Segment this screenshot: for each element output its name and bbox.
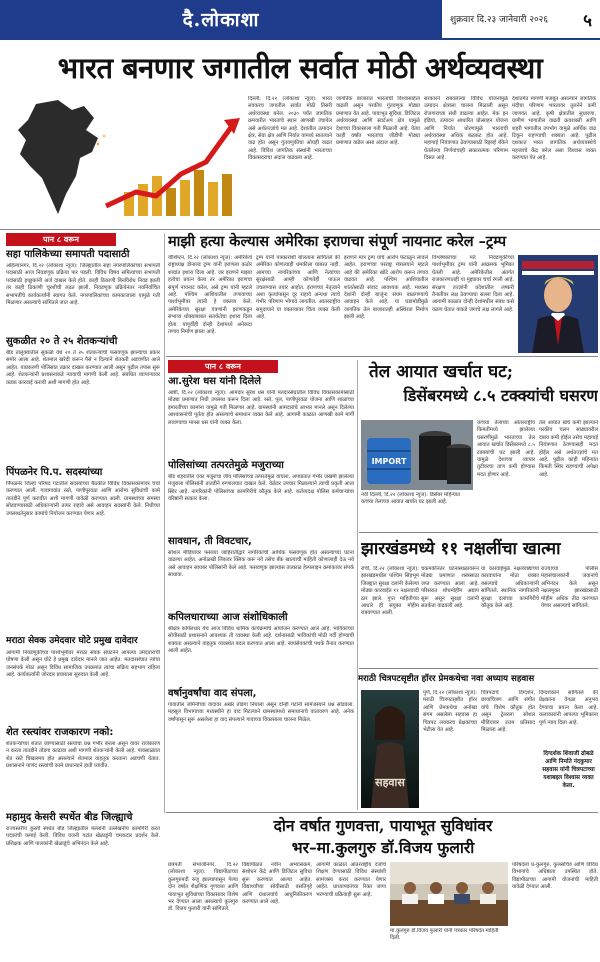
suresh-story-subhead-3: कपिलधाराच्या आज संशोधिकाली	[168, 612, 288, 623]
divider	[166, 812, 598, 813]
iran-story-headline: माझी हत्या केल्यास अमेरिका इराणचा संपूर्ण नायनाट करेल –ट्रम्प	[168, 233, 507, 250]
jharkhand-story-body-3: या कारवाईमुळे नक्षलवाद्यांच्या कारवायांना मोठा धक्का बसल्याचे अधिकाऱ्यांनी सांगितले. स्थानिक नागरिकांनी सुरक्षा दलांच्या कामगिरीचे कौतुक केले आहे.	[481, 566, 539, 610]
jharkhand-story-headline-block	[361, 535, 598, 563]
jharkhand-story-body: रांची, दि.२२ (लोकाशा न्यूज): झारखंडमधील पश्चिम सिंहभूम जिल्ह्यात सुरक्षा दलांनी केलेल्या मोठ्या कारवाईत ११ नक्षलवादी ठार झाले. गुप्त माहितीच्या आधारे ही संयुक्त मोहीम राबवण्यात आली.	[361, 566, 419, 617]
press-conference-photo	[390, 862, 508, 926]
trump-photo	[518, 255, 598, 353]
film-poster	[361, 690, 419, 808]
divider	[359, 668, 598, 669]
oil-barrels-photo	[361, 420, 473, 490]
lead-column-2: जागतिक बाजारात भारताची विश्वासार्हता वाढली असून परकीय गुंतवणूक मोठ्या प्रमाणात येत आहे. पायाभूत सुविधा, डिजिटल अर्थव्यवस्था आणि स्टार्टअप क्षेत्र यामुळे देशाच्या विकासाला गती मिळाली आहे. येत्या काही वर्षांत भारताचा जीडीपी मोठ्या प्रमाणात वाढेल असा अंदाज आहे.	[336, 96, 420, 147]
left-story-subhead-5: महामुद केसरी स्पर्धेत बीड जिल्ह्याचे	[6, 812, 133, 823]
masthead	[0, 0, 600, 40]
bottom-story-body-3: आगामी काळात आंतरराष्ट्रीय दर्जाचे शिक्षण देण्यासाठी विविध संस्थांशी सामंजस्य करार करण्यात येणार आहेत. प्राध्यापकांच्या रिक्त जागा भरण्याची प्रक्रियाही सुरू आहे.	[316, 862, 386, 898]
bottom-story-headline-2: भर–मा.कुलगुरु डॉ.विजय फुलारी	[291, 838, 475, 857]
iran-story-body-3: इराणने मात्र ट्रम्प यांचे आरोप फेटाळून लावले आहेत. इराणच्या परराष्ट्र मंत्रालयाने म्हटले आहे की अमेरिका खोटे आरोप करून तणाव वाढवत आहे. पश्चिम आशियातील शांततेसाठी संवाद आवश्यक आहे. मध्यस्थ देशांनी दोन्ही बाजूंना संयम बाळगण्याचे आवाहन केले आहे. या घडामोडींमुळे जागतिक तेल बाजारातही अस्थिरता निर्माण झाली आहे.	[344, 255, 428, 321]
left-story-body: अहिल्यानगर, दि.२२ (लोकाशा न्यूज): जिल्ह्यातील सहा नगरपालिकांच्या सभापती पदासाठी आज निवडणूक प्रक्रिया पार पडली. विविध विषय समित्यांच्या सभापती पदांसाठी इच्छुकांनी अर्ज दाखल केले होते. काही ठिकाणी बिनविरोध निवड झाली तर काही ठिकाणी चुरशीची लढत झाली. निवडणूक प्रक्रियेनंतर नवनिर्वाचित सभापतींचे कार्यकर्त्यांनी स्वागत केले. नगरपालिकांच्या कामकाजाला यामुळे गती मिळणार असल्याचे सांगितले जात आहे.	[6, 263, 160, 307]
jharkhand-story-body-2: चकमकीनंतर घटनास्थळावरून मोठ्या प्रमाणात शस्त्रसाठा जप्त करण्यात आला आहे. परिसरात शोधमोहीम अद्याप सुरू असून सुरक्षा दलांनी सतर्कता वाढवली आहे.	[421, 566, 479, 610]
left-story-subhead-3: मराठा सेवक उमेदवार घोटे प्रमुख दावेदार	[6, 636, 138, 646]
lead-illustration	[6, 96, 244, 224]
oil-story-body-2: तेल आयात खर्च कमी झाल्याने परकीय चलन साठ्यावरील दबाव कमी होईल तसेच महागाई नियंत्रणात ठेवण्यासही मदत होईल असे अर्थतज्ज्ञांचे मत आहे. पुढील काही महिन्यांत किमती स्थिर राहण्याची अपेक्षा आहे.	[539, 420, 598, 478]
oil-story-headline-block	[284, 360, 598, 416]
divider	[164, 233, 165, 813]
dateline: शुक्रवार दि.२३ जानेवारी २०२६	[442, 0, 600, 40]
film-story-headline-block	[358, 670, 598, 688]
oil-story-caption: नवी दिल्ली, दि.२२ (लोकाशा न्यूज): डिसेंबर महिन्यात कच्च्या तेलाच्या आयात खर्चात घट झाली आहे.	[361, 492, 461, 505]
suresh-story-body: आष्टी, दि.२२ (लोकाशा न्यूज): आमदार सुरेश धस यांनी मतदारसंघातील विविध विकासकामांसाठी मोठ्या प्रमाणात निधी उपलब्ध करून दिला आहे. रस्ते, पूल, पाणीपुरवठा योजना आणि शाळांच्या इमारतींच्या कामांना यामुळे गती मिळणार आहे. ग्रामस्थांनी आमदारांचे आभार मानले असून दिलेल्या आश्वासनांची पूर्तता होत असल्याचे समाधान व्यक्त केले आहे. आगामी काळात आणखी कामे मार्गी लावण्याचा मानस धस यांनी व्यक्त केला.	[168, 390, 354, 426]
oil-barrel-icon	[361, 420, 473, 490]
left-story	[6, 248, 160, 958]
left-story-body-4: आगामी निवडणुकीच्या पार्श्वभूमीवर मराठा सेवक संघटनेने आपल्या उमेदवाराची घोषणा केली असून घोटे हे प्रमुख दावेदार मानले जात आहेत. मतदारसंघात त्यांचा जनसंपर्क मोठा असून विविध सामाजिक उपक्रमांत त्यांचा सक्रिय सहभाग राहिला आहे. कार्यकर्त्यांनी जोरदार प्रचाराला सुरुवात केली आहे.	[6, 650, 160, 679]
suresh-story-body-5: गावातील जमिनीच्या वादावर अखेर तोडगा निघाला असून दोन्ही गटांनी सामंजस्याने प्रश्न सोडवला. महसूल विभागाच्या मध्यस्थीने हा वाद मिटल्याने ग्रामस्थांमध्ये समाधानाचे वातावरण आहे. अनेक वर्षांपासून सुरू असलेला हा वाद संपल्याने गावाच्या विकासाला चालना मिळेल.	[168, 702, 354, 723]
lead-column-4: देशांतर्गत मागणी मजबूत असल्याने जागतिक मंदीचा परिणाम भारतावर तुलनेने कमी जाणवत आहे. कृषी क्षेत्रातील सुधारणा, ग्रामीण भागातील वाढती क्रयशक्ती आणि शहरी भागातील उपभोग यामुळे आर्थिक वाढ टिकून राहण्याची शक्यता आहे. पुढील दशकात भारत जागतिक अर्थव्यवस्थेचे महत्त्वाचे केंद्र बनेल असा विश्वास व्यक्त करण्यात येत आहे.	[512, 96, 596, 162]
left-story-body-5: शेतकऱ्यांच्या शेतात जाण्यासाठी रस्त्यांचा प्रश्न गंभीर बनला असून यावर राजकारण न करता तातडीने तोडगा काढावा अशी मागणी शेतकऱ्यांनी केली आहे. पावसाळ्यात शेत रस्ते चिखलमय होत असल्याने शेतमाल वाहतूक करताना अडचणी येतात. प्रशासनाने पाणंद रस्त्यांची कामे प्राधान्याने हाती घ्यावीत.	[6, 741, 160, 770]
suresh-story-body-3: सोशल मीडियावर फसव्या जाहिरातींद्वारे नागरिकांची आर्थिक फसवणूक होत असल्याच्या घटना वाढल्या आहेत. अनोळखी लिंकवर क्लिक करू नये तसेच बँक खात्याची माहिती कोणालाही देऊ नये असे आवाहन सायबर पोलिसांनी केले आहे. फसवणूक झाल्यास तात्काळ हेल्पलाइन क्रमांकावर संपर्क साधावा.	[168, 550, 354, 579]
lead-banner	[0, 42, 600, 94]
divider	[0, 229, 600, 230]
film-story-body-2: चित्रपटाचे दिग्दर्शन, छायाचित्रण आणि संगीत यांचे विशेष कौतुक होत असून ट्रेलरला सोशल मीडियावर उत्तम प्रतिसाद मिळाला आहे.	[481, 690, 535, 734]
page-number: ५	[583, 11, 592, 31]
continued-label-2: पान ८ वरून	[168, 360, 278, 373]
suresh-story	[168, 375, 354, 813]
bottom-story-headline-block	[168, 815, 598, 859]
bottom-story-side: परिषदेला प्र-कुलगुरु, कुलसचिव आणि विविध विभागांचे अधिष्ठाता उपस्थित होते. विद्यापीठाच्या आगामी योजनांची माहिती यावेळी देण्यात आली.	[512, 862, 598, 891]
bottom-story-body: छत्रपती संभाजीनगर, दि.२२ (लोकाशा न्यूज): विद्यापीठाच्या कुलगुरुपदी रुजू झाल्यापासून गेल्या दोन वर्षात शैक्षणिक गुणवत्ता आणि पायाभूत सुविधांच्या विकासावर विशेष भर देण्यात आला असल्याचे कुलगुरु डॉ. विजय फुलारी यांनी सांगितले.	[168, 862, 238, 913]
lead-column-3: सरकारने राबवलेल्या विविध योजनांमुळे उत्पादन क्षेत्राला चालना मिळाली असून रोजगाराच्या संधी वाढल्या आहेत. मेक इन इंडिया, उत्पादन आधारित प्रोत्साहन योजना आणि निर्यात धोरणामुळे भारताची अर्थव्यवस्था अधिक बळकट होत आहे. महागाई नियंत्रणात ठेवण्यासाठी रिझर्व्ह बँकेने घेतलेल्या निर्णयांचाही सकारात्मक परिणाम दिसत आहे.	[424, 96, 508, 162]
divider	[359, 532, 598, 533]
india-map-icon	[6, 96, 244, 224]
film-story-body: पुणे, दि.२२ (लोकाशा न्यूज): मराठी चित्रपटसृष्टीत हॉरर आणि प्रेमकथेचा अनोखा संगम असलेला सहवास हा चित्रपट लवकरच प्रेक्षकांच्या भेटीला येत आहे.	[423, 690, 477, 734]
bottom-story-body-2: विद्यापीठात नवीन अभ्यासक्रम, संशोधन केंद्रे आणि डिजिटल सुविधा सुरू करण्यात आल्या आहेत. विद्यार्थ्यांच्या सोयीसाठी वसतिगृहे आणि ग्रंथालयांचे आधुनिकीकरण करण्यात आले आहे.	[242, 862, 312, 906]
divider	[357, 360, 358, 810]
lead-column-1: दिल्ली, दि.२२ (लोकाशा न्यूज): भारत लवकरच जगातील सर्वात मोठी तिसरी अर्थव्यवस्था बनेल. २०३० पर्यंत जागतिक क्रमवारीत भारताचे स्थान आणखी उंचावेल असे अर्थतज्ज्ञांचे मत आहे. देशातील उत्पादन क्षेत्र, सेवा क्षेत्र आणि निर्यात यामध्ये सातत्याने वाढ होत असून गुंतवणुकीचा ओघही वाढत आहे. विविध जागतिक संस्थांनी भारताच्या विकासदराचा अंदाज वाढवला आहे.	[248, 96, 332, 162]
film-story-side: दिग्दर्शक शिवाजी ढोबळे आणि निर्माते नंदकुमार सहवास यांनी चित्रपटाच्या यशाबद्दल विश्वास व्यक्त केला.	[542, 751, 595, 789]
left-story-subhead-4: शेत रस्त्यांवर राजकारण नको:	[6, 727, 114, 738]
suresh-story-subhead-4: वर्षानुवर्षांचा वाद संपला,	[168, 688, 257, 699]
left-story-headline: सहा पालिकेच्या समापती पदासाठी	[6, 249, 130, 260]
bottom-story-headline: दोन वर्षात गुणवत्ता, पायाभूत सुविधांवर	[273, 816, 493, 835]
left-story-body-2: बीड तालुक्यातील सुकळी येथे २० ते २५ शेतकऱ्यांची फसवणूक झाल्याचा प्रकार समोर आला आहे. शेतमाल खरेदी करून पैसे न दिल्याने शेतकरी अडचणीत आले आहेत. याप्रकरणी पोलिसांत तक्रार दाखल करण्यात आली असून पुढील तपास सुरू आहे. शेतकऱ्यांनी प्रशासनाकडे न्यायाची मागणी केली आहे. संबंधित व्यापाऱ्यावर कडक कारवाई करावी अशी मागणी होत आहे.	[6, 350, 160, 386]
jharkhand-story-body-4: राज्याच्या पोलीस महासंचालकांनी जवानांचे अभिनंदन केले असून नक्षलमुक्त झारखंडसाठी मोहीम अधिक तीव्र करण्यात येणार असल्याचे सांगितले.	[541, 566, 598, 610]
left-story-body-3: पिंपळनेर जिल्हा परिषद गटातील सदस्यांच्या बैठकीत विविध विकासकामांवर चर्चा करण्यात आली. गावागावांत रस्ते, पाणीपुरवठा आणि आरोग्य सुविधांची कामे तातडीने पूर्ण करावीत अशी मागणी यावेळी करण्यात आली. ग्रामस्थांच्या समस्या सोडवण्यासाठी अधिकाऱ्यांनी तत्पर राहावे असे आवाहन सदस्यांनी केले. निधीच्या उपलब्धतेनुसार कामांचे नियोजन करण्यात येणार आहे.	[6, 481, 160, 517]
suresh-story-subhead-2: सावधान, ती विवटचार,	[168, 536, 252, 547]
jharkhand-story-headline: झारखंडमध्ये ११ नक्षलींचा खात्मा	[361, 539, 561, 559]
iran-story-body-2: ट्रम्प यांनी पत्रकारांशी बोलताना सांगितले की अमेरिका कोणत्याही धमकीला घाबरत नाही. आमच्या नागरिकांच्या आणि नेत्यांच्या सुरक्षेसाठी आम्ही कोणतेही पाऊल उचलण्यास तयार आहोत. इराणच्या नेतृत्वाने अशा कृत्यांपासून दूर राहावे अन्यथा त्याचे गंभीर परिणाम भोगावे लागतील. आंतरराष्ट्रीय समुदायाने या वक्तव्यावर चिंता व्यक्त केली आहे.	[256, 255, 340, 321]
iran-story-body-4: विश्लेषकांच्या मते निवडणुकीच्या पार्श्वभूमीवर ट्रम्प यांनी आक्रमक भूमिका घेतली आहे. अमेरिकेतील अंतर्गत राजकारणातही या मुद्द्यावर चर्चा रंगली आहे. संरक्षण तज्ज्ञांनी प्रदेशातील लष्करी तैनातीवर लक्ष ठेवण्याचा सल्ला दिला आहे. आगामी काळात दोन्ही देशांमधील संबंध कसे वळण घेतात याकडे जगाचे लक्ष लागले आहे.	[432, 255, 514, 313]
continued-label: पान ८ वरून	[6, 233, 116, 246]
oil-story-headline-2: डिसेंबरमध्ये ८.५ टक्क्यांची घसरण	[403, 386, 598, 405]
suresh-story-subhead: पोलिसांच्या तत्परतेमुळे मजुराच्या	[168, 460, 284, 471]
left-story-subhead: सुकळीत २० ते २५ शेतकऱ्यांची	[6, 336, 118, 347]
bottom-story-caption: मा.कुलगुरु डॉ.विजय फुलारी यांनी पत्रकार परिषदेत माहिती दिली.	[390, 928, 499, 941]
iran-story-body: वॉशिंग्टन, दि.२२ (लोकाशा न्यूज): अमेरिकेचे राष्ट्राध्यक्ष डोनाल्ड ट्रम्प यांनी इराणला कठोर शब्दांत इशारा दिला आहे. जर इराणने माझ्या हत्येचा प्रयत्न केला तर अमेरिका इराणचा संपूर्ण नायनाट करेल, असे ट्रम्प यांनी म्हटले आहे. पश्चिम आशियातील तणावाच्या पार्श्वभूमीवर त्यांनी हे वक्तव्य केले. अमेरिकेच्या सुरक्षा यंत्रणांनी इराणकडून संभाव्य धोक्याबाबत सतर्कतेचा इशारा दिला होता. यापूर्वीही दोन्ही देशांमध्ये अनेकदा तणाव निर्माण झाला आहे.	[168, 255, 252, 336]
film-story-headline: मराठी चित्रपटसृष्टीत हॉरर प्रेमकथेचा नवा अध्याय सहवास	[358, 674, 535, 684]
import-label: IMPORT	[371, 457, 407, 466]
film-story-body-3: दिग्दर्शकाने सांगितले की प्रेक्षकांना वेगळा अनुभव देण्याचा प्रयत्न केला आहे. कलाकारांनी आपल्या भूमिकांना पूर्ण न्याय दिला आहे.	[539, 690, 598, 726]
suresh-story-headline: आ.सुरेश धस यांनी दिलेले	[168, 376, 262, 387]
oil-story-headline: तेल आयात खर्चात घट;	[369, 362, 513, 382]
newspaper-brand: दै.लोकाशा	[0, 0, 442, 40]
film-poster-title: सहवास	[375, 776, 405, 789]
suresh-story-body-2: बीड शहरातील एका मजुराचा जीव पोलिसांच्या तत्परतेमुळे वाचला. अपघातात गंभीर जखमी झालेल्या मजुराला पोलिसांनी तातडीने रुग्णालयात दाखल केले. वेळेवर उपचार मिळाल्याने त्याची प्रकृती आता स्थिर आहे. नागरिकांनी पोलिसांच्या कामगिरीचे कौतुक केले आहे. कर्तव्यदक्ष पोलिस कर्मचाऱ्यांचा वरिष्ठांनी सत्कार केला.	[168, 474, 354, 503]
left-story-subhead-2: पिंपळनेर पि.प. सदस्यांच्या	[6, 467, 103, 478]
oil-story-body: कच्च्या तेलाच्या आंतरराष्ट्रीय किमतींमध्ये झालेल्या घसरणीमुळे भारताच्या तेल आयात खर्चात डिसेंबरमध्ये ८.५ टक्क्यांची घट झाली आहे. यामुळे देशाच्या व्यापार तुटीवरचा ताण कमी होण्यास मदत होणार आहे.	[477, 420, 535, 478]
suresh-story-body-4: श्रीक्षेत्र कपिलधार येथे आज विविध धार्मिक कार्यक्रमांचे आयोजन करण्यात आले आहे. भाविकांच्या सोयीसाठी प्रशासनाने आवश्यक ती व्यवस्था केली आहे. दर्शनासाठी भाविकांची मोठी गर्दी होण्याची शक्यता असल्याने वाहतूक व्यवस्थेत बदल करण्यात आला आहे. स्वयंसेवकांची पथके तैनात करण्यात आली आहेत.	[168, 626, 354, 655]
lead-headline: भारत बनणार जगातील सर्वात मोठी अर्थव्यवस्था	[57, 51, 543, 85]
left-story-body-6: राज्यस्तरीय कुस्ती स्पर्धेत बीड जिल्ह्यातील मल्लांनी उल्लेखनीय कामगिरी करत पदकांची कमाई केली. विविध वजनी गटांत खेळाडूंनी चमकदार प्रदर्शन केले. प्रशिक्षक आणि पालकांनी खेळाडूंचे अभिनंदन केले आहे.	[6, 826, 160, 847]
divider	[166, 356, 598, 357]
